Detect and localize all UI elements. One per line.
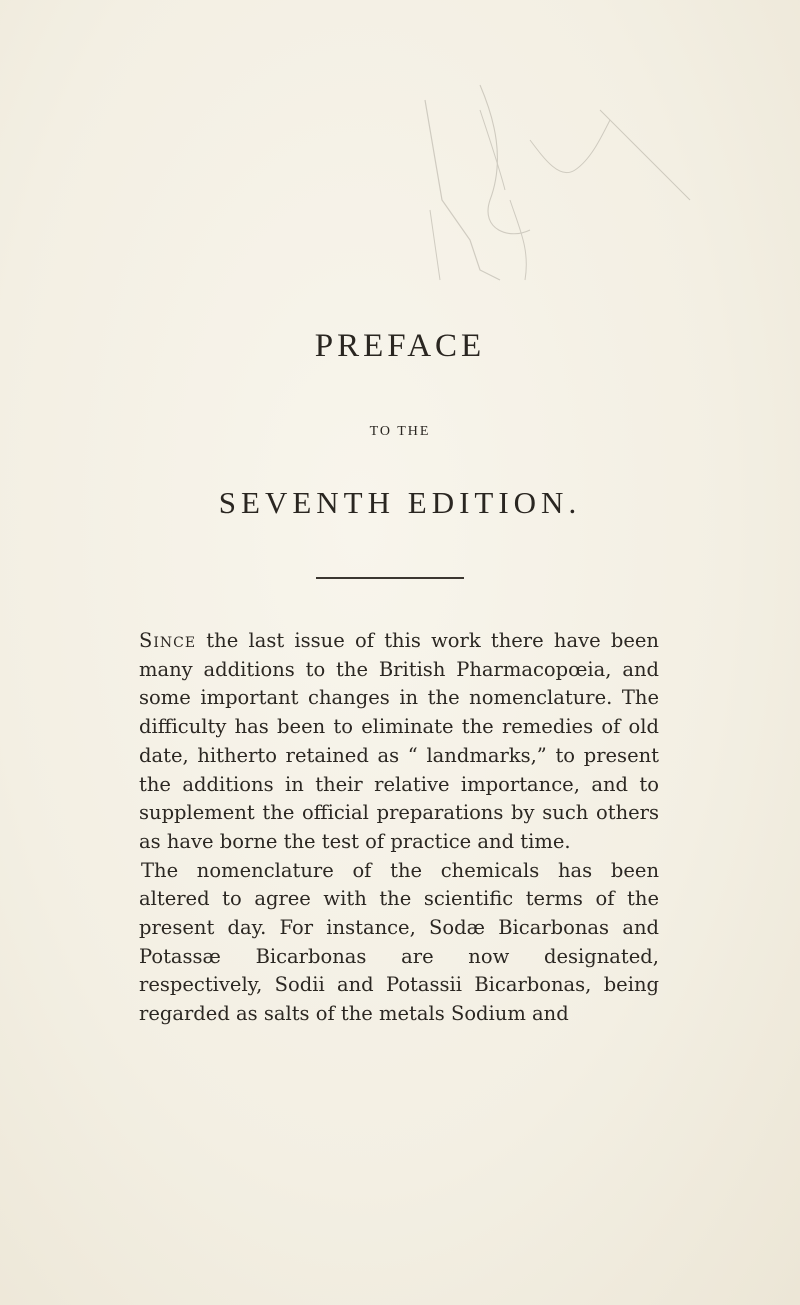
page-title: PREFACE: [314, 328, 486, 364]
show-through-ink-blot: [330, 80, 710, 320]
paragraph-text: the last issue of this work there have been many additions to the British Pharmacopœia, and some important changes in the nomenclature. The difficulty has been to eliminate the remedies of old date, hitherto retained as “ landmarks,” to present the additions in their relative importance, and to supplement the official preparations by such others as have borne the test of practice and time.: [139, 629, 659, 853]
paragraph: [139, 857, 659, 1029]
page-subtitle: TO THE: [369, 424, 431, 439]
divider-rule: [316, 577, 464, 579]
paragraph-lead-word: Since: [139, 629, 197, 652]
paragraph-text: The nomenclature of the chemicals has been altered to agree with the scientific terms of the present day. For instance, Sodæ Bicarbonas and Potassæ Bicarbonas are now designated, respectively, Sodii and Potassii Bicarbonas, being regarded as salts of the metals Sodium and: [139, 858, 659, 1026]
edition-heading: SEVENTH EDITION.: [218, 485, 582, 520]
paragraph: [139, 627, 659, 857]
preface-body: [139, 627, 659, 1029]
